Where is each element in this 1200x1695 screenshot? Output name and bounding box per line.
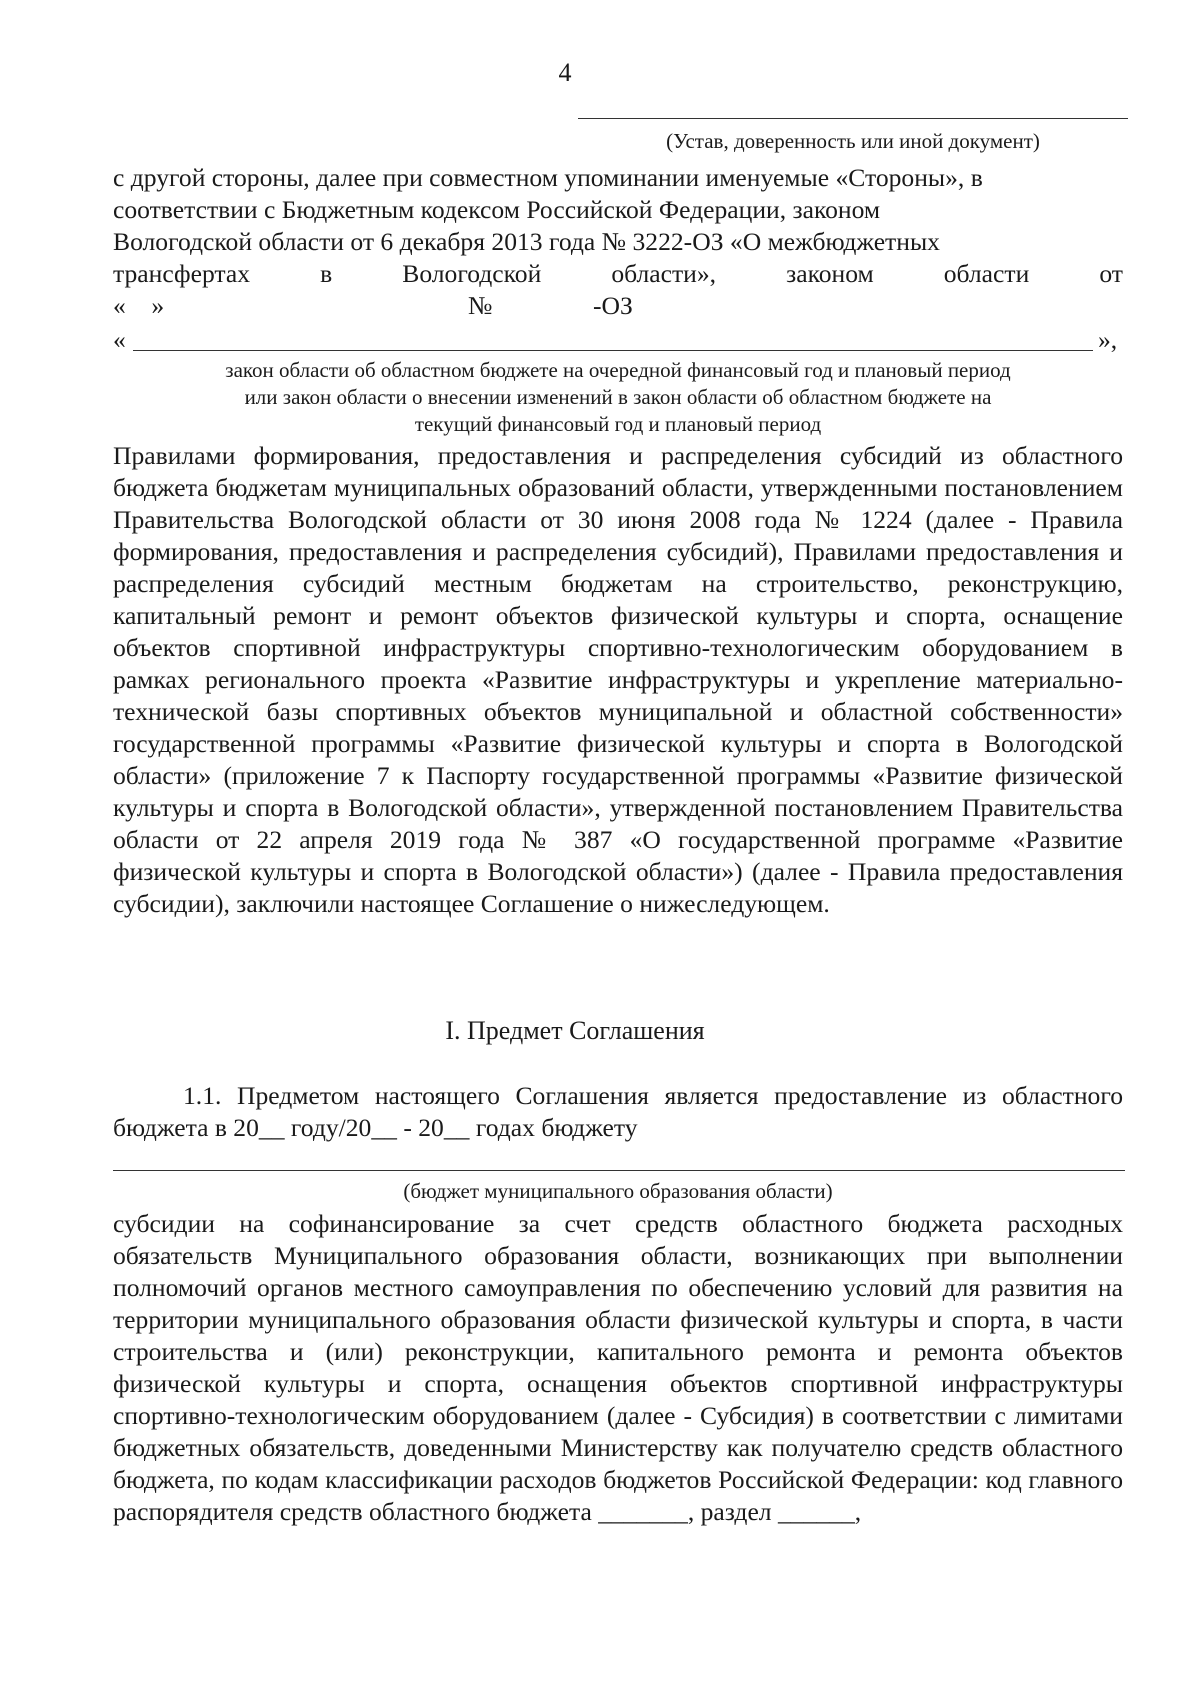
law-title-blank-line (133, 350, 1093, 351)
law-date-quote: « » (113, 291, 165, 320)
rules-paragraph: Правилами формирования, предоставления и распределения субсидий из областного бюджета бюджетам муниципальных образований области, утвержденными постановлением Правительства Вологодской области от 30 июня 2008 года № 1224 (далее - Правила формирования, предоставления и распределения субсидий), Правилами предоставления и распределения субсидий местным бюджетам на строительство, реконструкцию, капитальный ремонт и ремонт объектов физической культуры и спорта, оснащение объектов спортивной инфраструктуры спортивно-технологическим оборудованием в рамках регионального проекта «Развитие инфраструктуры и укрепление материально-технической базы спортивных объектов муниципальной и областной собственности» государственной программы «Развитие физической культуры и спорта в Вологодской области» (приложение 7 к Паспорту государственной программы «Развитие физической культуры и спорта в Вологодской области», утвержденной постановлением Правительства области от 22 апреля 2019 года № 387 «О государственной программе «Развитие физической культуры и спорта в Вологодской области») (далее - Правила предоставления субсидии), заключили настоящее Соглашение о нижеследующем. (113, 441, 1123, 918)
law-title-row (113, 324, 1123, 356)
subsidy-paragraph: субсидии на софинансирование за счет средств областного бюджета расходных обязательств Муниципального образования области, возникающих при выполнении полномочий органов местного самоуправления по обеспечению условий для развития на территории муниципального образования области физической культуры и спорта, в части строительства и (или) реконструкции, капитального ремонта и ремонта объектов физической культуры и спорта, оснащения объектов спортивной инфраструктуры спортивно-технологическим оборудованием (далее - Субсидия) в соответствии с лимитами бюджетных обязательств, доведенными Министерству как получателю средств областного бюджета, по кодам классификации расходов бюджетов Российской Федерации: код главного распорядителя средств областного бюджета _______, раздел ______, (113, 1209, 1123, 1526)
law-title-close-quote: », (1098, 325, 1118, 354)
law-caption-2: или закон области о внесении изменений в закон области об областном бюджете на (244, 385, 992, 409)
intro-line-4 (113, 258, 1123, 290)
budget-blank-line (113, 1170, 1125, 1171)
law-caption-1: закон области об областном бюджете на очередной финансовый год и плановый период (225, 358, 1011, 382)
law-caption-3: текущий финансовый год и плановый период (414, 412, 822, 436)
page-number: 4 (558, 58, 572, 87)
signature-line (578, 118, 1128, 119)
intro-word: законом (786, 259, 874, 288)
intro-word: от (1099, 259, 1123, 288)
budget-caption: (бюджет муниципального образования области) (403, 1179, 833, 1203)
section-heading: I. Предмет Соглашения (445, 1016, 705, 1045)
intro-line-3: Вологодской области от 6 декабря 2013 года № 3222-ОЗ «О межбюджетных (113, 227, 940, 256)
law-oz-suffix: -ОЗ (593, 291, 633, 320)
intro-line-2: соответствии с Бюджетным кодексом Российской Федерации, законом (113, 195, 881, 224)
intro-word: трансфертах (113, 259, 251, 288)
law-title-open-quote: « (113, 325, 126, 354)
intro-line-1: с другой стороны, далее при совместном упоминании именуемые «Стороны», в (113, 163, 983, 192)
clause-1-1: 1.1. Предметом настоящего Соглашения является предоставление из областного бюджета в 20__ году/20__ - 20__ годах бюджету (113, 1081, 1123, 1142)
intro-word: области», (611, 259, 717, 288)
intro-word: в (320, 259, 333, 288)
signature-caption: (Устав, доверенность или иной документ) (666, 129, 1040, 153)
law-date-row (113, 290, 1123, 322)
intro-word: Вологодской (402, 259, 542, 288)
intro-word: области (943, 259, 1030, 288)
law-number-sign: № (468, 291, 493, 320)
